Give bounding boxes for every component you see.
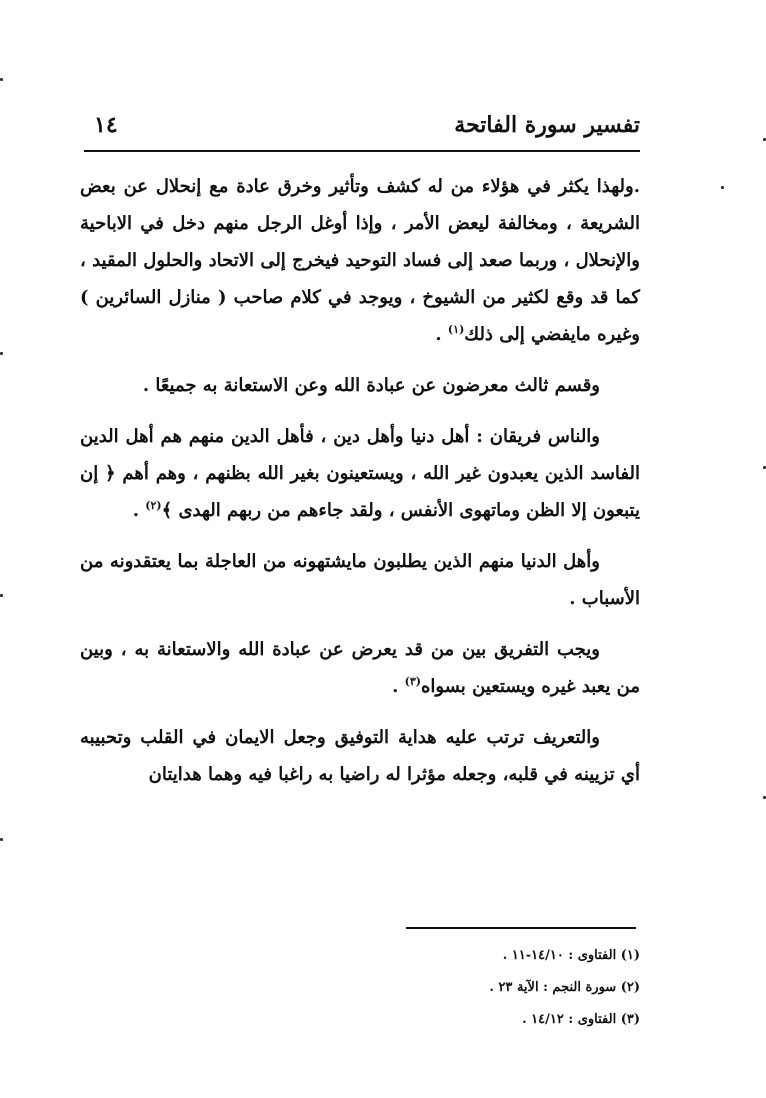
footnote-1: (١) الفتاوى : ١٤/١٠-١١ .	[502, 948, 640, 963]
paragraph-4	[80, 543, 640, 617]
body-text	[80, 168, 640, 805]
paragraph-3	[80, 418, 640, 529]
page-number: ١٤	[94, 112, 118, 138]
page-header	[88, 108, 640, 148]
paragraph-1-tail: .	[435, 324, 448, 345]
paragraph-5-tail: .	[392, 676, 405, 697]
footnote-2: (٢) سورة النجم : الآية ٢٣ .	[489, 980, 640, 995]
footnote-ref-3: (٣)	[404, 675, 421, 688]
scan-speck	[0, 78, 3, 81]
paragraph-5	[80, 631, 640, 705]
paragraph-3-tail: .	[132, 500, 146, 521]
header-rule	[84, 150, 640, 152]
running-title: تفسير سورة الفاتحة	[454, 112, 640, 138]
paragraph-6-text: والتعريف ترتب عليه هداية التوفيق وجعل الايمان في القلب وتحبيبه أي تزيينه في قلبه، وجعله مؤثرا له راضيا به راغبا فيه وهما هدايتان	[80, 727, 640, 785]
footnotes	[340, 940, 640, 1036]
scan-speck	[0, 838, 3, 841]
paragraph-5-text: ويجب التفريق بين من قد يعرض عن عبادة الله والاستعانة به ، وبين من يعبد غيره ويستعين بسواه	[80, 639, 640, 697]
paragraph-1-text: .ولهذا يكثر في هؤلاء من له كشف وتأثير وخرق عادة مع إنحلال عن بعض الشريعة ، ومخالفة ليعض الأمر ، وإذا أوغل الرجل منهم دخل في الاباحية والإنحلال ، وربما صعد إلى فساد التوحيد فيخرج إلى الاتحاد والحلول المقيد ، كما قد وقع لكثير من الشيوخ ، ويوجد في كلام صاحب ( منازل السائرين ) وغيره مايفضي إلى ذلك	[80, 176, 640, 345]
footnote-ref-1: (١)	[447, 323, 465, 336]
paragraph-3-text: والناس فريقان : أهل دنيا وأهل دين ، فأهل الدين منهم هم أهل الدين الفاسد الذين يعبدون غير الله ، ويستعينون بغير الله بظنهم ، وهم أهم ﴿ إن يتبعون إلا الظن وماتهوى الأنفس ، ولقد جاءهم من ربهم الهدى ﴾	[80, 426, 640, 521]
scan-speck	[0, 594, 3, 597]
footnote-3: (٣) الفتاوى : ١٤/١٢ .	[522, 1012, 640, 1027]
footnote-rule	[406, 927, 636, 929]
scan-speck	[721, 186, 724, 189]
paragraph-4-text: وأهل الدنيا منهم الذين يطلبون مايشتهونه من العاجلة بما يعتقدونه من الأسباب .	[80, 551, 640, 609]
scan-speck	[0, 352, 3, 355]
footnote-ref-2: (٢)	[145, 499, 162, 512]
paragraph-2-text: وقسم ثالث معرضون عن عبادة الله وعن الاستعانة به جميعًا .	[142, 375, 600, 396]
paragraph-6	[80, 719, 640, 793]
paragraph-2	[80, 367, 640, 404]
paragraph-1	[80, 168, 640, 353]
